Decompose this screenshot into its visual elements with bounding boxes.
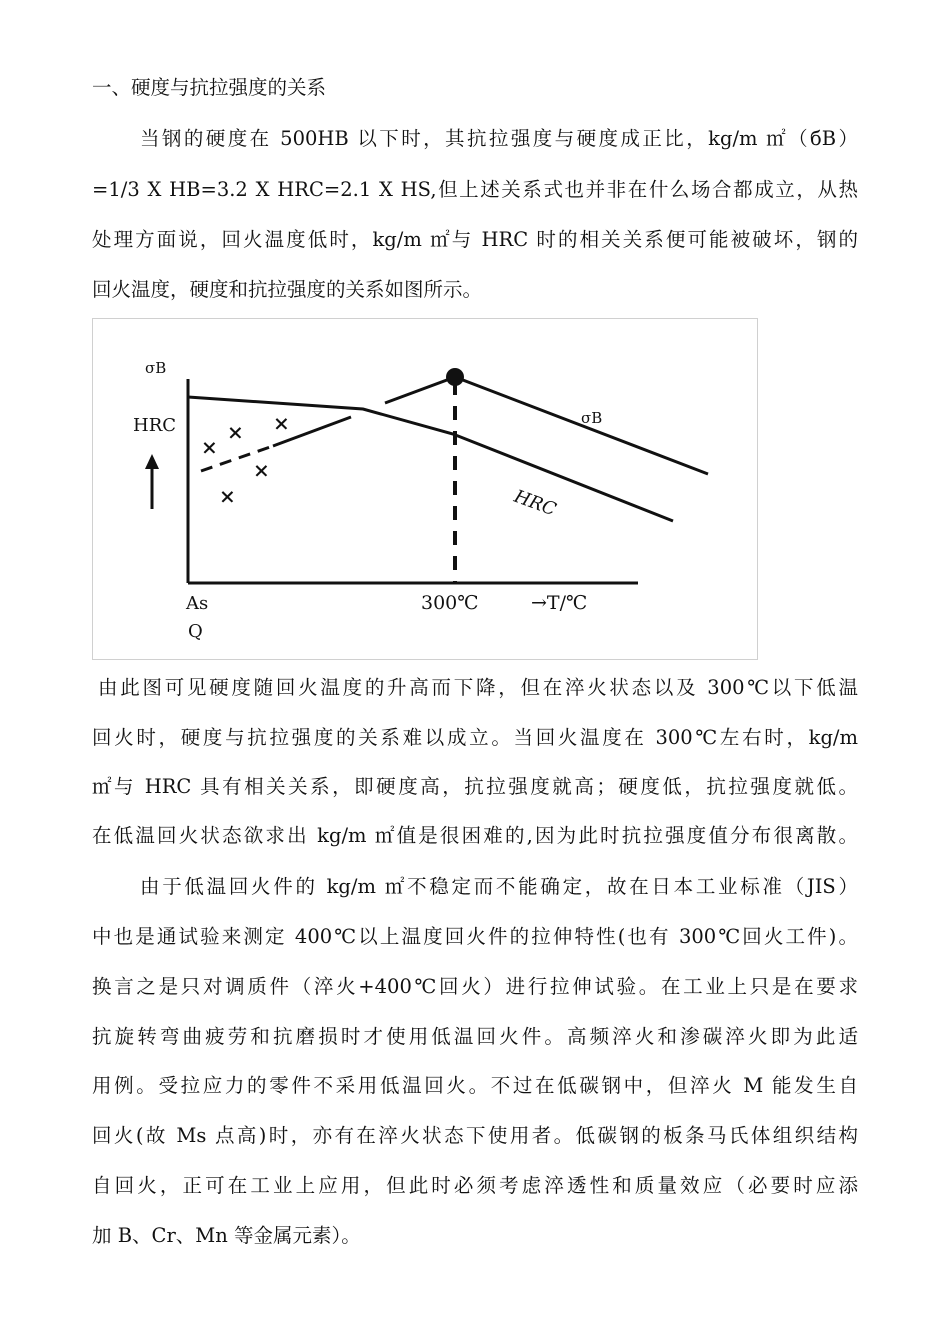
scatter-point: × [201, 435, 218, 459]
y-label-sigma-b: σB [145, 359, 167, 377]
y-arrow-head [145, 454, 159, 469]
paragraph-line: 由此图可见硬度随回火温度的升高而下降，但在淬火状态以及 300℃以下低温 [98, 676, 858, 699]
paragraph-line: 回火温度，硬度和抗拉强度的关系如图所示。 [92, 278, 483, 301]
scatter-point: × [227, 420, 244, 444]
paragraph-line: 回火时，硬度与抗拉强度的关系难以成立。当回火温度在 300℃左右时，kg/m [92, 726, 858, 749]
paragraph-line: 用例。受拉应力的零件不采用低温回火。不过在低碳钢中，但淬火 M 能发生自 [92, 1074, 858, 1097]
paragraph-line: =1/3 X HB=3.2 X HRC=2.1 X HS,但上述关系式也并非在什么场合都成立，从热 [92, 178, 858, 201]
series-line-sigma-b [385, 377, 708, 474]
paragraph-line: ㎡与 HRC 具有相关关系，即硬度高，抗拉强度就高；硬度低，抗拉强度就低。 [92, 775, 858, 798]
x-label-temperature: →T/℃ [531, 592, 588, 614]
paragraph-line: 抗旋转弯曲疲劳和抗磨损时才使用低温回火件。高频淬火和渗碳淬火即为此适 [92, 1025, 858, 1048]
x-label-q: Q [188, 621, 203, 642]
tempering-chart-figure [92, 318, 758, 660]
y-label-hrc: HRC [133, 415, 177, 436]
paragraph-line: 在低温回火状态欲求出 kg/m ㎡值是很困难的,因为此时抗拉强度值分布很离散。 [92, 824, 858, 847]
paragraph-line: 加 B、Cr、Mn 等金属元素）。 [92, 1224, 361, 1247]
paragraph-line: 中也是通试验来测定 400℃以上温度回火件的拉伸特性(也有 300℃回火工件)。 [92, 925, 858, 948]
paragraph-line: 处理方面说，回火温度低时，kg/m ㎡与 HRC 时的相关关系便可能被破坏，钢的 [92, 228, 858, 251]
series-label-hrc: HRC [511, 485, 559, 521]
x-label-300c: 300℃ [421, 592, 479, 614]
paragraph-line: 自回火，正可在工业上应用，但此时必须考虑淬透性和质量效应（必要时应添 [92, 1174, 858, 1197]
scatter-point: × [273, 411, 290, 435]
scatter-point: × [253, 458, 270, 482]
series-label-sigma-b: σB [581, 409, 603, 427]
x-label-as: As [186, 593, 209, 614]
paragraph-line: 当钢的硬度在 500HB 以下时，其抗拉强度与硬度成正比，kg/m ㎡（бB） [140, 127, 858, 150]
paragraph-line: 换言之是只对调质件（淬火+400℃回火）进行拉伸试验。在工业上只是在要求 [92, 975, 858, 998]
tempering-chart [93, 319, 759, 661]
paragraph-line: 由于低温回火件的 kg/m ㎡不稳定而不能确定，故在日本工业标准（JIS） [140, 875, 858, 898]
section-heading: 一、硬度与抗拉强度的关系 [92, 76, 327, 99]
scatter-point: × [219, 484, 236, 508]
paragraph-line: 回火(故 Ms 点高)时，亦有在淬火状态下使用者。低碳钢的板条马氏体组织结构 [92, 1124, 858, 1147]
